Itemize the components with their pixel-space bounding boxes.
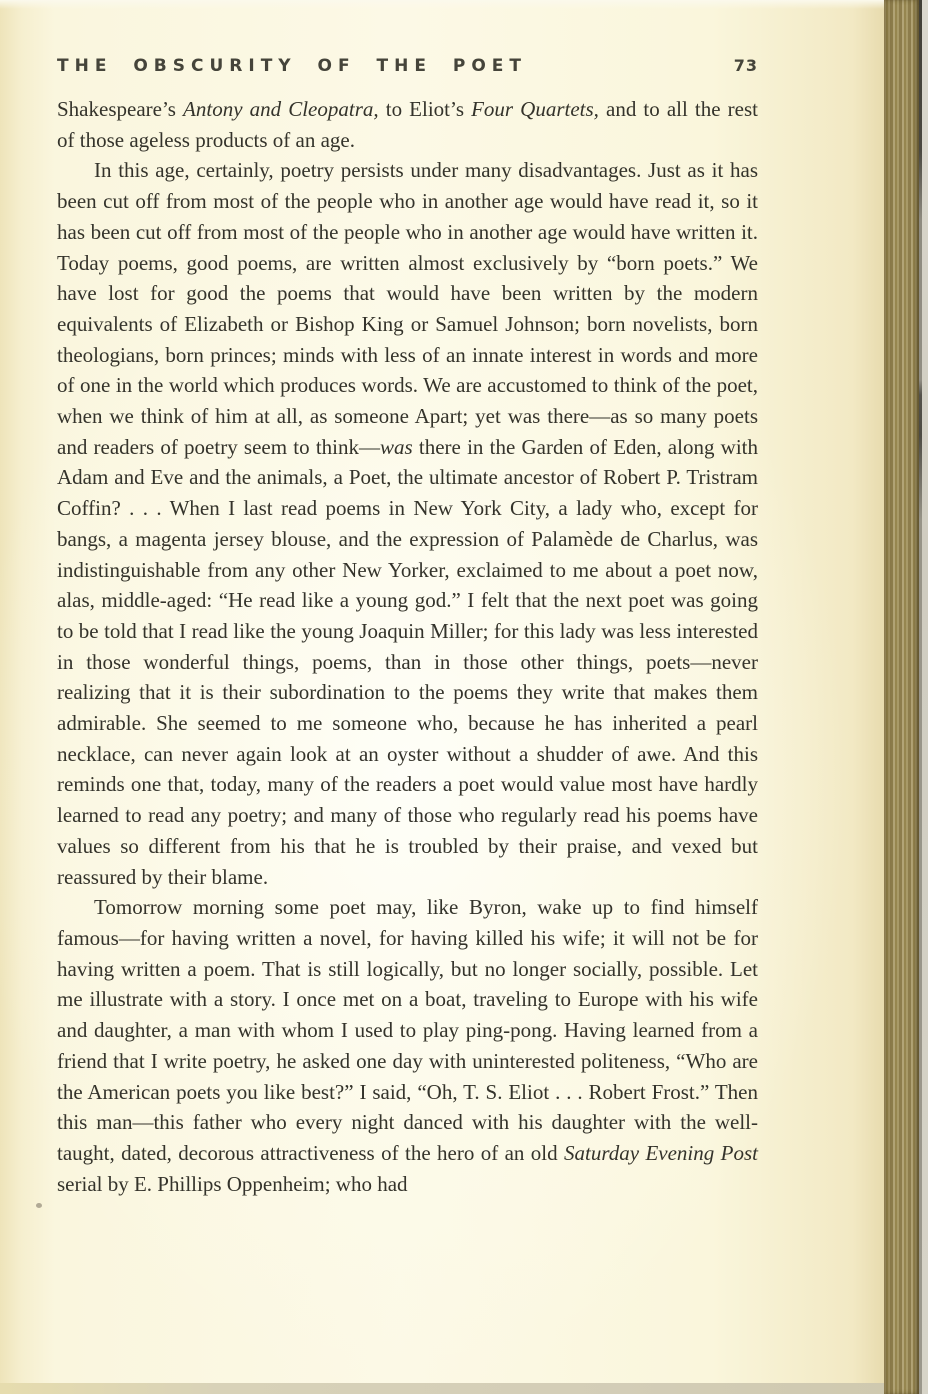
- book-fore-edge: [884, 0, 919, 1394]
- ink-speck: [36, 1203, 42, 1208]
- text-run: to Eliot’s: [378, 97, 472, 121]
- text-run: there in the Garden of Eden, along with Adam and Eve and the animals, a Poet, the ultimate ancestor of Robert P. Tristram Coffin? . . . When I last read poems in New York City, a lady who, except for bangs, a magenta jersey blouse, and the expression of Palamède de Charlus, was indistinguishable from any other New Yorker, exclaimed to me about a poet now, alas, middle-aged: “He read like a young god.” I felt that the next poet was going to be told that I read like the young Joaquin Miller; for this lady was less interested in those wonderful things, poems, than in those other things, poets—never realizing that it is their subordination to the poems they write that makes them admirable. She seemed to me someone who, because he has inherited a pearl necklace, can never again look at an oyster without a shudder of awe. And this reminds one that, today, many of the readers a poet would value most have hardly learned to read any poetry; and many of those who regularly read his poems have values so different from his that he is troubled by their praise, and vexed but reassured by their blame.: [57, 434, 758, 889]
- running-head: [57, 56, 758, 76]
- page-number: 73: [733, 56, 758, 75]
- italic-text-run: Antony and Cleopatra,: [183, 97, 379, 121]
- text-run: Tomorrow morning some poet may, like Byron, wake up to find himself famous—for having written a novel, for having killed his wife; it will not be for having written a poem. That is still logically, but no longer socially, possible. Let me illustrate with a story. I once met on a boat, traveling to Europe with his wife and daughter, a man with whom I used to play ping-pong. Having learned from a friend that I write poetry, he asked one day with uninterested politeness, “Who are the American poets you like best?” I said, “Oh, T. S. Eliot . . . Robert Frost.” Then this man—this father who every night danced with his daughter with the well-taught, dated, decorous attractiveness of the hero of an old: [57, 895, 758, 1165]
- paragraph: [57, 892, 758, 1199]
- italic-text-run: Saturday Evening Post: [564, 1140, 758, 1165]
- running-head-title: THE OBSCURITY OF THE POET: [57, 56, 527, 76]
- text-run: Shakespeare’s: [57, 97, 184, 121]
- paragraph: [57, 94, 758, 155]
- page-bottom-edge: [0, 1383, 888, 1394]
- page-body: [57, 94, 758, 1199]
- text-run: serial by E. Phillips Oppenheim; who had: [57, 1171, 408, 1196]
- italic-text-run: Four Quartets,: [471, 97, 599, 121]
- scanner-background-strip: [922, 0, 928, 1394]
- paragraph: [57, 155, 758, 892]
- page-top-edge: [0, 0, 888, 9]
- text-run: In this age, certainly, poetry persists under many disadvantages. Just as it has been cut off from most of the people who in another age would have read it, so it has been cut off from most of the people who in another age would have written it. Today poems, good poems, are written almost exclusively by “born poets.” We have lost for good the poems that would have been written by the modern equivalents of Elizabeth or Bishop King or Samuel Johnson; born novelists, born theologians, born princes; minds with less of an innate interest in words and more of one in the world which produces words. We are accustomed to think of the poet, when we think of him at all, as someone Apart; yet was there—as so many poets and readers of poetry seem to think—: [57, 158, 758, 459]
- italic-text-run: was: [380, 434, 413, 459]
- text-run: and to all the rest of those ageless products of an age.: [57, 97, 759, 152]
